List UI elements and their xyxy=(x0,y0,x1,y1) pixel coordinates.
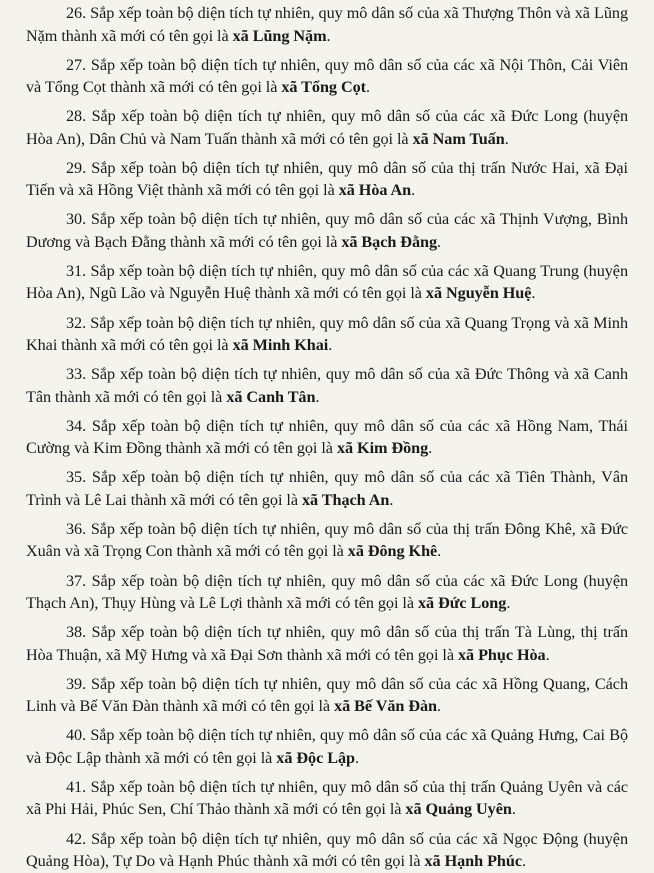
article-text: 37. Sắp xếp toàn bộ diện tích tự nhiên, quy mô dân số của các xã Đức Long (huyện Thạch An), Thụy Hùng và Lê Lợi thành xã mới có tên gọi là xyxy=(26,571,628,613)
article-33: 33. Sắp xếp toàn bộ diện tích tự nhiên, quy mô dân số của xã Đức Thông và xã Canh Tân thành xã mới có tên gọi là xã Canh Tân. xyxy=(26,365,628,406)
new-commune-name: xã Thạch An xyxy=(302,490,390,509)
article-text: 35. Sắp xếp toàn bộ diện tích tự nhiên, quy mô dân số của các xã Tiên Thành, Vân Trình và Lê Lai thành xã mới có tên gọi là xyxy=(26,468,628,509)
article-text: 38. Sắp xếp toàn bộ diện tích tự nhiên, quy mô dân số của thị trấn Tà Lùng, thị trấn Hòa Thuận, xã Mỹ Hưng và xã Đại Sơn thành xã mới có tên gọi là xyxy=(26,623,628,664)
new-commune-name: xã Kim Đồng xyxy=(336,439,429,458)
article-34: 34. Sắp xếp toàn bộ diện tích tự nhiên, quy mô dân số của các xã Hồng Nam, Thái Cường và Kim Đồng thành xã mới có tên gọi là xã Kim Đồng. xyxy=(26,416,628,458)
article-text: 31. Sắp xếp toàn bộ diện tích tự nhiên, quy mô dân số của các xã Quang Trung (huyện Hòa An), Ngũ Lão và Nguyễn Huệ thành xã mới có tên gọi là xyxy=(26,261,628,303)
new-commune-name: xã Lũng Nặm xyxy=(232,26,327,45)
article-42: 42. Sắp xếp toàn bộ diện tích tự nhiên, quy mô dân số của các xã Ngọc Động (huyện Quảng Hòa), Tự Do và Hạnh Phúc thành xã mới có tên gọi là xã Hạnh Phúc. xyxy=(26,829,628,870)
article-41: 41. Sắp xếp toàn bộ diện tích tự nhiên, quy mô dân số của thị trấn Quảng Uyên và các xã Phi Hải, Phúc Sen, Chí Thảo thành xã mới có tên gọi là xã Quảng Uyên. xyxy=(26,777,628,819)
new-commune-name: xã Hòa An xyxy=(338,181,412,200)
article-text: 28. Sắp xếp toàn bộ diện tích tự nhiên, quy mô dân số của các xã Đức Long (huyện Hòa An), Dân Chủ và Nam Tuấn thành xã mới có tên gọi là xyxy=(26,107,628,148)
new-commune-name: xã Minh Khai xyxy=(232,336,329,355)
new-commune-name: xã Nam Tuấn xyxy=(412,129,505,148)
new-commune-name: xã Hạnh Phúc xyxy=(424,852,522,870)
article-27: 27. Sắp xếp toàn bộ diện tích tự nhiên, quy mô dân số của các xã Nội Thôn, Cải Viên và Tổng Cọt thành xã mới có tên gọi là xã Tổng Cọt. xyxy=(26,55,628,97)
article-text: 36. Sắp xếp toàn bộ diện tích tự nhiên, quy mô dân số của thị trấn Đông Khê, xã Đức Xuân và xã Trọng Con thành xã mới có tên gọi là xyxy=(26,519,628,561)
article-text: 34. Sắp xếp toàn bộ diện tích tự nhiên, quy mô dân số của các xã Hồng Nam, Thái Cường và Kim Đồng thành xã mới có tên gọi là xyxy=(26,416,628,458)
new-commune-name: xã Đông Khê xyxy=(347,542,438,561)
article-text: 39. Sắp xếp toàn bộ diện tích tự nhiên, quy mô dân số của các xã Hồng Quang, Cách Linh và Bế Văn Đàn thành xã mới có tên gọi là xyxy=(26,674,628,716)
article-32: 32. Sắp xếp toàn bộ diện tích tự nhiên, quy mô dân số của xã Quang Trọng và xã Minh Khai thành xã mới có tên gọi là xã Minh Khai. xyxy=(26,313,628,355)
article-28: 28. Sắp xếp toàn bộ diện tích tự nhiên, quy mô dân số của các xã Đức Long (huyện Hòa An), Dân Chủ và Nam Tuấn thành xã mới có tên gọi là xã Nam Tuấn. xyxy=(26,107,628,148)
article-38: 38. Sắp xếp toàn bộ diện tích tự nhiên, quy mô dân số của thị trấn Tà Lùng, thị trấn Hòa Thuận, xã Mỹ Hưng và xã Đại Sơn thành xã mới có tên gọi là xã Phục Hòa. xyxy=(26,623,628,664)
new-commune-name: xã Tổng Cọt xyxy=(281,78,366,97)
new-commune-name: xã Phục Hòa xyxy=(458,645,546,664)
article-text: 26. Sắp xếp toàn bộ diện tích tự nhiên, quy mô dân số của xã Thượng Thôn và xã Lũng Nặm thành xã mới có tên gọi là xyxy=(26,4,628,45)
new-commune-name: xã Quảng Uyên xyxy=(405,800,512,819)
new-commune-name: xã Nguyễn Huệ xyxy=(425,284,532,303)
article-39: 39. Sắp xếp toàn bộ diện tích tự nhiên, quy mô dân số của các xã Hồng Quang, Cách Linh và Bế Văn Đàn thành xã mới có tên gọi là xã Bế Văn Đàn. xyxy=(26,674,628,716)
article-29: 29. Sắp xếp toàn bộ diện tích tự nhiên, quy mô dân số của thị trấn Nước Hai, xã Đại Tiến và xã Hồng Việt thành xã mới có tên gọi là xã Hòa An. xyxy=(26,158,628,200)
new-commune-name: xã Canh Tân xyxy=(226,387,316,406)
new-commune-name: xã Độc Lập xyxy=(276,748,355,767)
article-text: 41. Sắp xếp toàn bộ diện tích tự nhiên, quy mô dân số của thị trấn Quảng Uyên và các xã Phi Hải, Phúc Sen, Chí Thảo thành xã mới có tên gọi là xyxy=(26,777,628,819)
article-36: 36. Sắp xếp toàn bộ diện tích tự nhiên, quy mô dân số của thị trấn Đông Khê, xã Đức Xuân và xã Trọng Con thành xã mới có tên gọi là xã Đông Khê. xyxy=(26,519,628,561)
article-text: 33. Sắp xếp toàn bộ diện tích tự nhiên, quy mô dân số của xã Đức Thông và xã Canh Tân thành xã mới có tên gọi là xyxy=(26,365,628,406)
article-26: 26. Sắp xếp toàn bộ diện tích tự nhiên, quy mô dân số của xã Thượng Thôn và xã Lũng Nặm thành xã mới có tên gọi là xã Lũng Nặm. xyxy=(26,4,628,45)
article-text: 29. Sắp xếp toàn bộ diện tích tự nhiên, quy mô dân số của thị trấn Nước Hai, xã Đại Tiến và xã Hồng Việt thành xã mới có tên gọi là xyxy=(26,158,628,200)
article-text: 32. Sắp xếp toàn bộ diện tích tự nhiên, quy mô dân số của xã Quang Trọng và xã Minh Khai thành xã mới có tên gọi là xyxy=(26,313,628,355)
article-text: 40. Sắp xếp toàn bộ diện tích tự nhiên, quy mô dân số của các xã Quảng Hưng, Cai Bộ và Độc Lập thành xã mới có tên gọi là xyxy=(26,726,628,767)
new-commune-name: xã Đức Long xyxy=(418,594,507,613)
article-30: 30. Sắp xếp toàn bộ diện tích tự nhiên, quy mô dân số của các xã Thịnh Vượng, Bình Dương và Bạch Đằng thành xã mới có tên gọi là xã Bạch Đằng. xyxy=(26,210,628,251)
new-commune-name: xã Bế Văn Đàn xyxy=(334,697,438,716)
article-text: 42. Sắp xếp toàn bộ diện tích tự nhiên, quy mô dân số của các xã Ngọc Động (huyện Quảng Hòa), Tự Do và Hạnh Phúc thành xã mới có tên gọi là xyxy=(26,829,628,870)
new-commune-name: xã Bạch Đằng xyxy=(341,232,437,251)
article-31: 31. Sắp xếp toàn bộ diện tích tự nhiên, quy mô dân số của các xã Quang Trung (huyện Hòa An), Ngũ Lão và Nguyễn Huệ thành xã mới có tên gọi là xã Nguyễn Huệ. xyxy=(26,261,628,303)
article-text: 27. Sắp xếp toàn bộ diện tích tự nhiên, quy mô dân số của các xã Nội Thôn, Cải Viên và Tổng Cọt thành xã mới có tên gọi là xyxy=(26,55,628,97)
article-text: 30. Sắp xếp toàn bộ diện tích tự nhiên, quy mô dân số của các xã Thịnh Vượng, Bình Dương và Bạch Đằng thành xã mới có tên gọi là xyxy=(26,210,628,251)
article-40: 40. Sắp xếp toàn bộ diện tích tự nhiên, quy mô dân số của các xã Quảng Hưng, Cai Bộ và Độc Lập thành xã mới có tên gọi là xã Độc Lập. xyxy=(26,726,628,767)
article-37: 37. Sắp xếp toàn bộ diện tích tự nhiên, quy mô dân số của các xã Đức Long (huyện Thạch An), Thụy Hùng và Lê Lợi thành xã mới có tên gọi là xã Đức Long. xyxy=(26,571,628,613)
article-35: 35. Sắp xếp toàn bộ diện tích tự nhiên, quy mô dân số của các xã Tiên Thành, Vân Trình và Lê Lai thành xã mới có tên gọi là xã Thạch An. xyxy=(26,468,628,509)
